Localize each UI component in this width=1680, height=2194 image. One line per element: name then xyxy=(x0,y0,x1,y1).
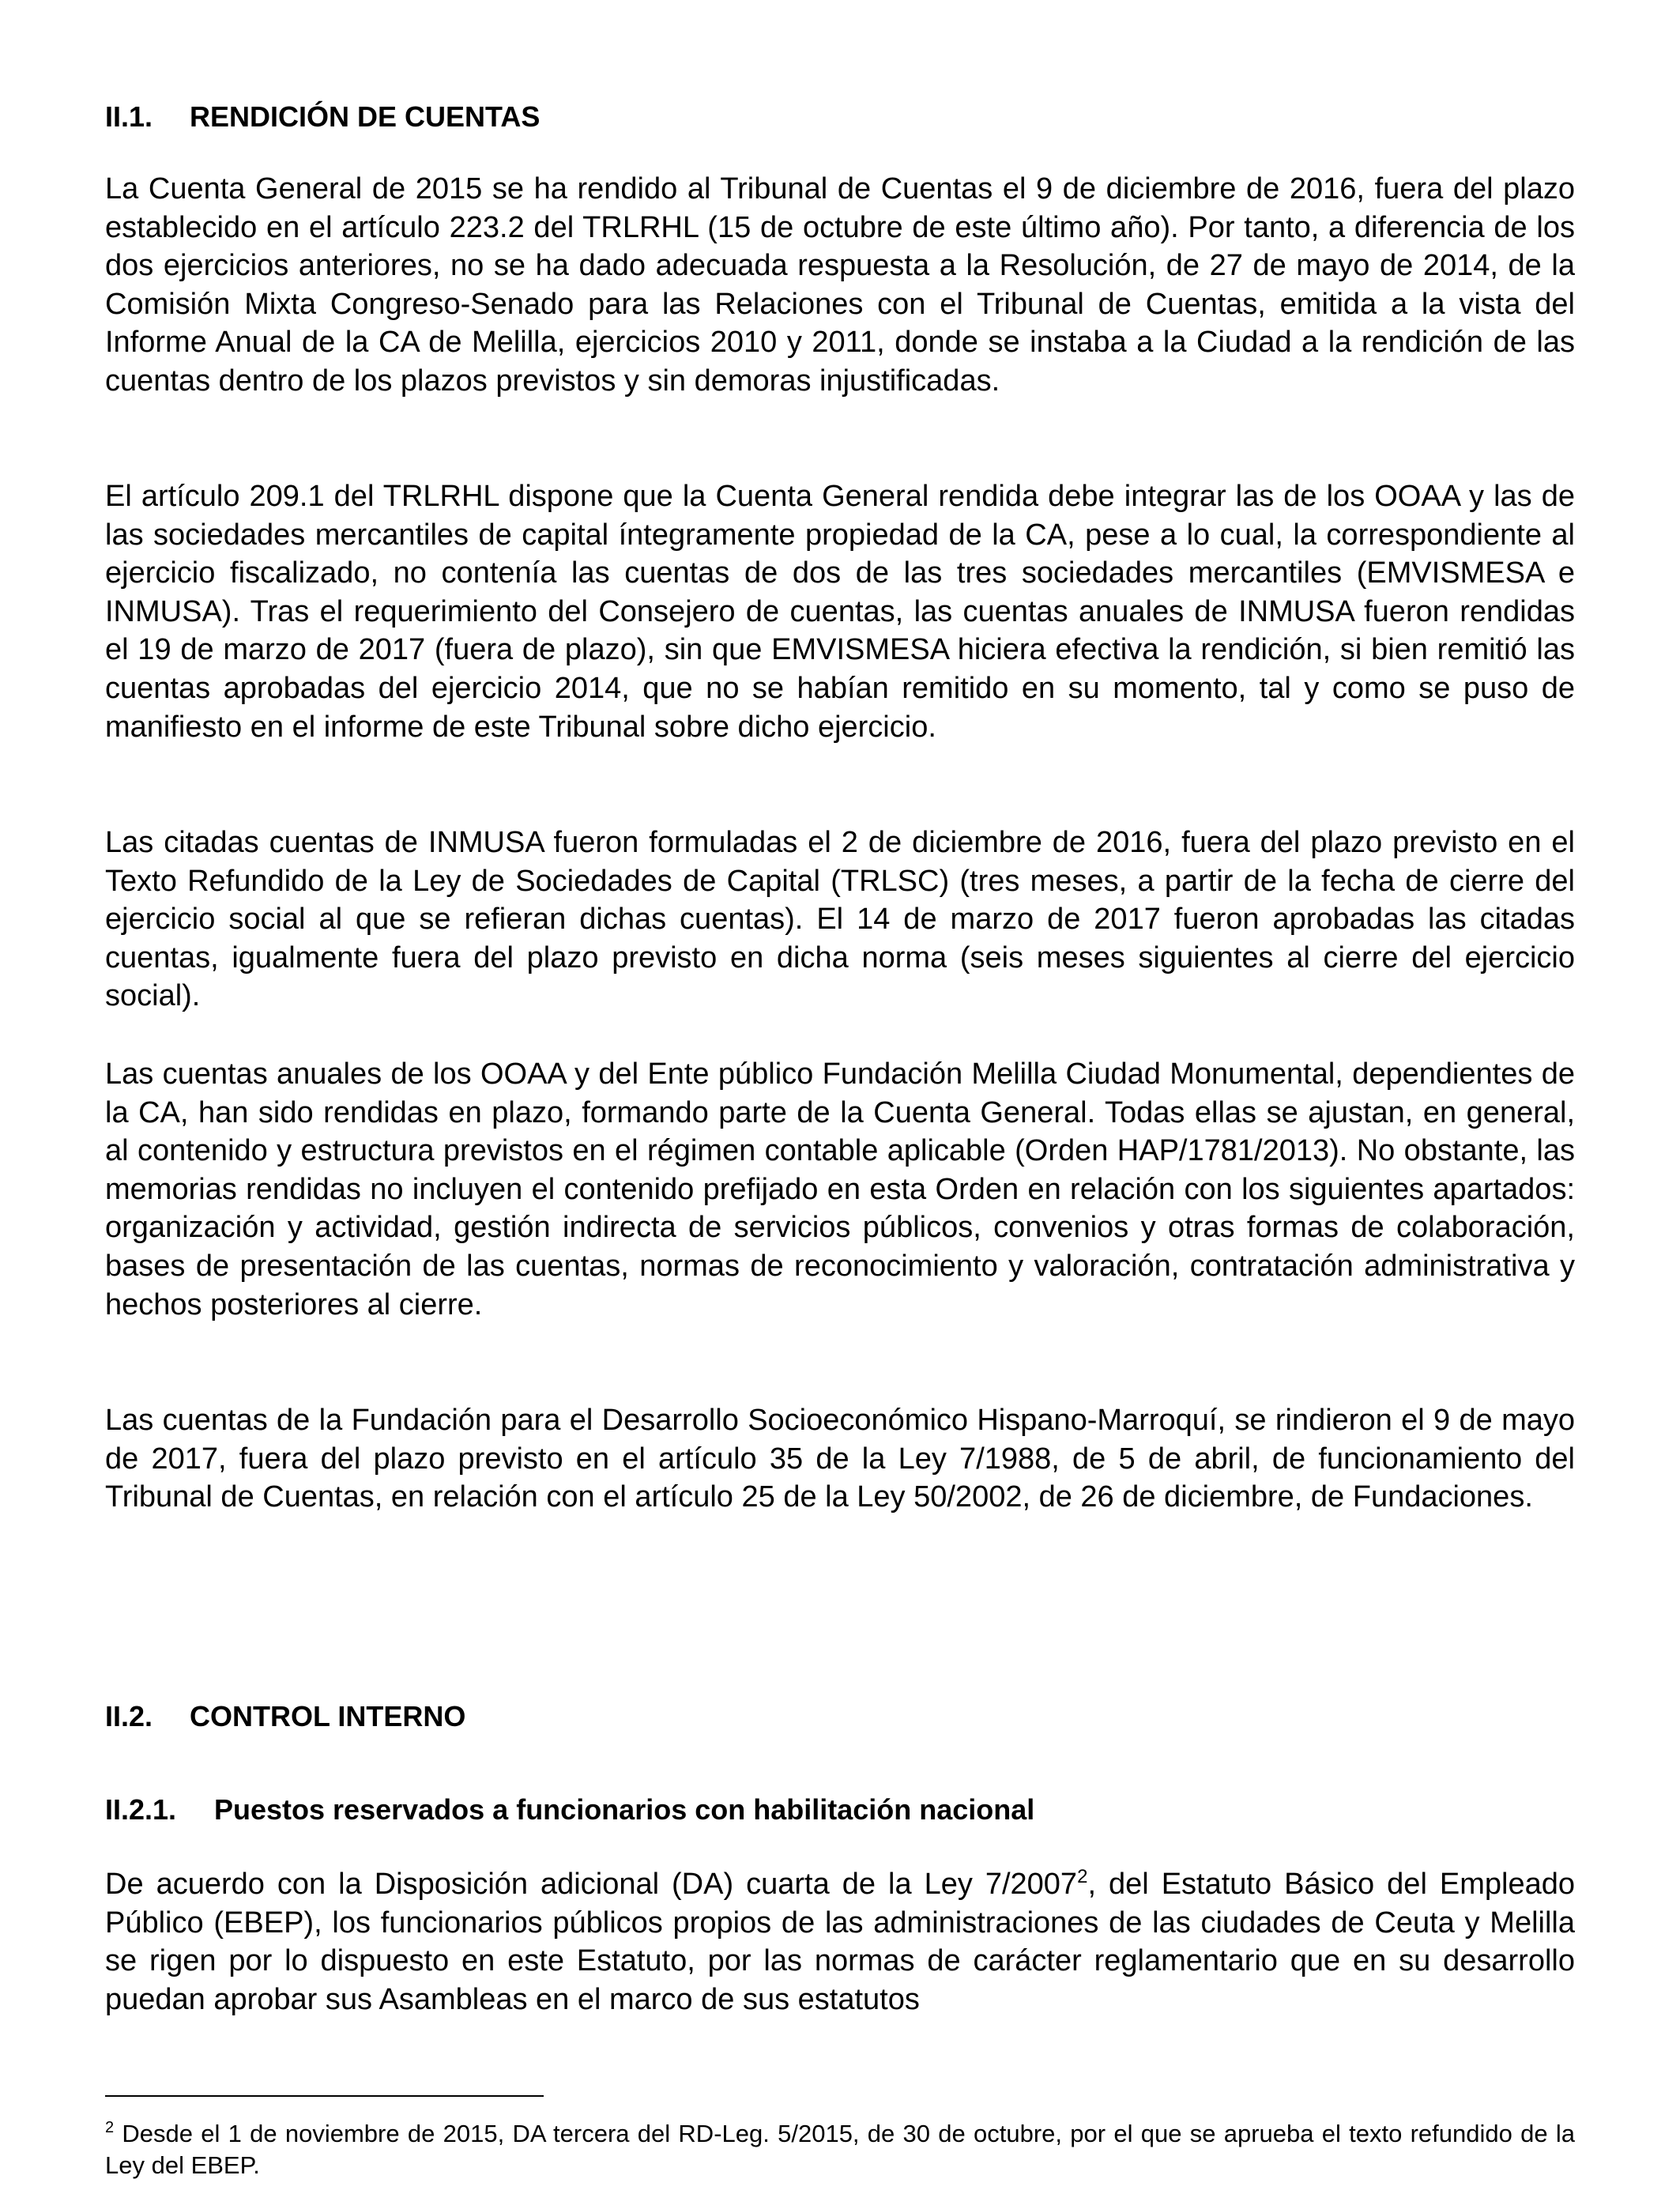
paragraph-disposicion-adicional xyxy=(105,1865,1575,2019)
footnote-divider xyxy=(105,2095,544,2097)
paragraph-cuentas-ooaa: Las cuentas anuales de los OOAA y del Ente público Fundación Melilla Ciudad Monumental, dependientes de la CA, han sido rendidas en plazo, formando parte de la Cuenta General. Todas ellas se ajustan, en general, al contenido y estructura previstos en el régimen contable aplicable (Orden HAP/1781/2013). No obstante, las memorias rendidas no incluyen el contenido prefijado en esta Orden en relación con los siguientes apartados: organización y actividad, gestión indirecta de servicios públicos, convenios y otras formas de colaboración, bases de presentación de las cuentas, normas de reconocimiento y valoración, contratación administrativa y hechos posteriores al cierre. xyxy=(105,1057,1575,1321)
section-heading-control-interno xyxy=(105,1698,465,1736)
section-number: II.1. xyxy=(105,100,153,133)
subsection-title: Puestos reservados a funcionarios con habilitación nacional xyxy=(214,1793,1035,1826)
paragraph-cuenta-general: La Cuenta General de 2015 se ha rendido al Tribunal de Cuentas el 9 de diciembre de 2016, fuera del plazo establecido en el artículo 223.2 del TRLRHL (15 de octubre de este último año). Por tanto, a diferencia de los dos ejercicios anteriores, no se ha dado adecuada respuesta a la Resolución, de 27 de mayo de 2014, de la Comisión Mixta Congreso-Senado para las Relaciones con el Tribunal de Cuentas, emitida a la vista del Informe Anual de la CA de Melilla, ejercicios 2010 y 2011, donde se instaba a la Ciudad a la rendición de las cuentas dentro de los plazos previstos y sin demoras injustificadas. xyxy=(105,172,1575,398)
subsection-number: II.2.1. xyxy=(105,1793,177,1826)
paragraph-fundacion: Las cuentas de la Fundación para el Desarrollo Socioeconómico Hispano-Marroquí, se rindieron el 9 de mayo de 2017, fuera del plazo previsto en el artículo 35 de la Ley 7/1988, de 5 de abril, de funcionamiento del Tribunal de Cuentas, en relación con el artículo 25 de la Ley 50/2002, de 26 de diciembre, de Fundaciones. xyxy=(105,1404,1575,1514)
footnote-text: Desde el 1 de noviembre de 2015, DA tercera del RD-Leg. 5/2015, de 30 de octubre, por el que se aprueba el texto refundido de la Ley del EBEP. xyxy=(105,2120,1575,2179)
footnote xyxy=(105,2118,1575,2181)
footnote-number: 2 xyxy=(105,2119,115,2136)
paragraph-articulo-209: El artículo 209.1 del TRLRHL dispone que la Cuenta General rendida debe integrar las de los OOAA y las de las sociedades mercantiles de capital íntegramente propiedad de la CA, pese a lo cual, la correspondiente al ejercicio fiscalizado, no contenía las cuentas de dos de las tres sociedades mercantiles (EMVISMESA e INMUSA). Tras el requerimiento del Consejero de cuentas, las cuentas anuales de INMUSA fueron rendidas el 19 de marzo de 2017 (fuera de plazo), sin que EMVISMESA hiciera efectiva la rendición, si bien remitió las cuentas aprobadas del ejercicio 2014, que no se habían remitido en su momento, tal y como se puso de manifiesto en el informe de este Tribunal sobre dicho ejercicio. xyxy=(105,480,1575,744)
subsection-heading-puestos xyxy=(105,1791,1034,1829)
section-title: RENDICIÓN DE CUENTAS xyxy=(190,100,541,133)
paragraph-text-end: , del Estatuto Básico del Empleado Público (EBEP), los funcionarios públicos propios de las administraciones de las ciudades de Ceuta y Melilla se rigen por lo dispuesto en este Estatuto, por las normas de carácter reglamentario que en su desarrollo puedan aprobar sus Asambleas en el marco de sus estatutos xyxy=(105,1868,1575,2016)
paragraph-text-start: De acuerdo con la Disposición adicional (DA) cuarta de la Ley 7/2007 xyxy=(105,1868,1078,1901)
section-title: CONTROL INTERNO xyxy=(190,1700,466,1732)
paragraph-cuentas-inmusa: Las citadas cuentas de INMUSA fueron formuladas el 2 de diciembre de 2016, fuera del plazo previsto en el Texto Refundido de la Ley de Sociedades de Capital (TRLSC) (tres meses, a partir de la fecha de cierre del ejercicio social al que se refieran dichas cuentas). El 14 de marzo de 2017 fueron aprobadas las citadas cuentas, igualmente fuera del plazo previsto en dicha norma (seis meses siguientes al cierre del ejercicio social). xyxy=(105,826,1575,1013)
section-heading-rendicion xyxy=(105,98,540,136)
section-number: II.2. xyxy=(105,1700,153,1732)
footnote-reference: 2 xyxy=(1077,1866,1088,1887)
